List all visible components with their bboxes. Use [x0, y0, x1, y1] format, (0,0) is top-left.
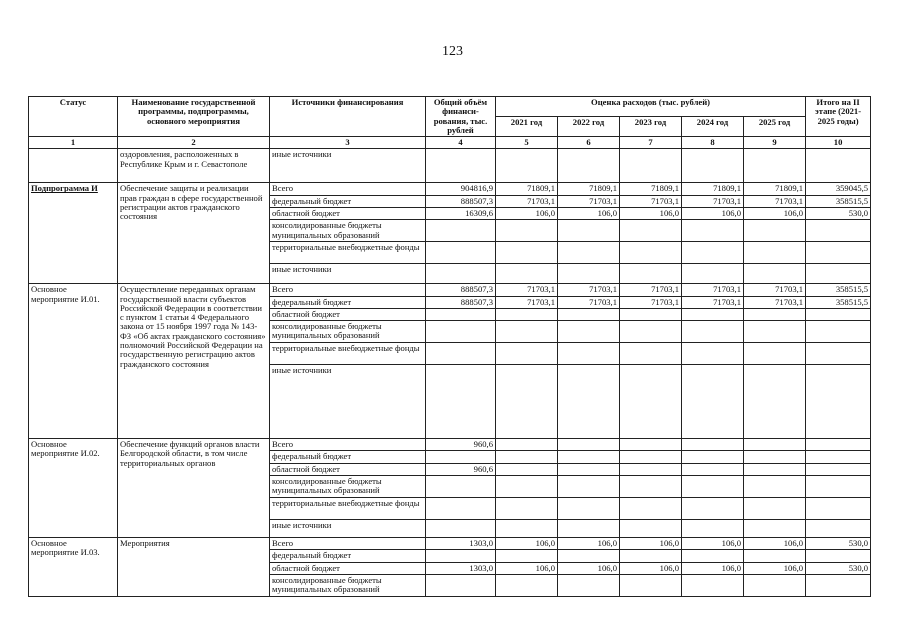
year-value-cell: 71809,1	[744, 183, 806, 195]
year-value-cell	[744, 242, 806, 264]
year-value-cell	[682, 220, 744, 242]
year-value-cell: 71703,1	[744, 284, 806, 296]
table-row	[29, 439, 871, 451]
total-cell: 904816,9	[426, 183, 496, 195]
year-value-cell	[744, 519, 806, 537]
source-cell: иные источники	[270, 365, 426, 439]
year-value-cell: 106,0	[744, 537, 806, 549]
source-cell: федеральный бюджет	[270, 296, 426, 308]
year-value-cell	[558, 242, 620, 264]
source-cell: Всего	[270, 284, 426, 296]
header-estimate: Оценка расходов (тыс. рублей)	[496, 97, 806, 117]
column-number: 10	[806, 137, 871, 149]
source-cell: консолидированные бюджеты муниципальных образований	[270, 220, 426, 242]
stage-total-cell	[806, 365, 871, 439]
year-value-cell: 71703,1	[744, 296, 806, 308]
column-number-row	[29, 137, 871, 149]
total-cell	[426, 519, 496, 537]
year-value-cell	[744, 264, 806, 284]
year-value-cell	[620, 321, 682, 343]
column-number: 7	[620, 137, 682, 149]
year-value-cell	[558, 321, 620, 343]
header-stage-total: Итого на II этапе (2021-2025 годы)	[806, 97, 871, 137]
total-cell: 16309,6	[426, 207, 496, 219]
year-value-cell: 106,0	[496, 562, 558, 574]
header-year: 2022 год	[558, 117, 620, 137]
source-cell: территориальные внебюджетные фонды	[270, 497, 426, 519]
stage-total-cell	[806, 550, 871, 562]
total-cell: 1303,0	[426, 562, 496, 574]
year-value-cell: 71703,1	[558, 296, 620, 308]
source-cell: Всего	[270, 537, 426, 549]
year-value-cell: 71809,1	[620, 183, 682, 195]
header-source: Источники финансирования	[270, 97, 426, 137]
year-value-cell	[744, 574, 806, 596]
name-cell: Мероприятия	[118, 537, 270, 596]
year-value-cell	[496, 497, 558, 519]
year-value-cell	[620, 451, 682, 463]
year-value-cell: 106,0	[558, 207, 620, 219]
year-value-cell: 71703,1	[682, 296, 744, 308]
stage-total-cell	[806, 451, 871, 463]
table-row	[29, 537, 871, 549]
year-value-cell	[744, 439, 806, 451]
source-cell: иные источники	[270, 264, 426, 284]
year-value-cell	[682, 519, 744, 537]
year-value-cell	[558, 264, 620, 284]
source-cell: Всего	[270, 439, 426, 451]
year-value-cell	[744, 451, 806, 463]
year-value-cell: 106,0	[682, 207, 744, 219]
column-number: 6	[558, 137, 620, 149]
stage-total-cell	[806, 574, 871, 596]
budget-table	[28, 96, 871, 597]
stage-total-cell	[806, 242, 871, 264]
name-cell: Осуществление переданных органам государственной власти субъектов Российской Федерации в соответствии с пунктом 1 статьи 4 Федерального закона от 15 ноября 1997 года № 143-ФЗ «Об актах гражданского состояния» полномочий Российской Федерации на государственную регистрацию актов гражданского состояния	[118, 284, 270, 439]
year-value-cell	[620, 308, 682, 320]
year-value-cell	[496, 574, 558, 596]
source-cell: консолидированные бюджеты муниципальных образований	[270, 321, 426, 343]
stage-total-cell: 358515,5	[806, 195, 871, 207]
year-value-cell	[496, 475, 558, 497]
year-value-cell	[682, 242, 744, 264]
year-value-cell	[558, 220, 620, 242]
year-value-cell	[558, 475, 620, 497]
year-value-cell: 71809,1	[496, 183, 558, 195]
year-value-cell	[558, 308, 620, 320]
value-cell	[744, 149, 806, 183]
source-cell: областной бюджет	[270, 207, 426, 219]
stage-total-cell: 530,0	[806, 207, 871, 219]
name-cell: Обеспечение защиты и реализации прав граждан в сфере государственной регистрации актов гражданского состояния	[118, 183, 270, 284]
value-cell	[426, 149, 496, 183]
year-value-cell	[496, 242, 558, 264]
year-value-cell	[558, 451, 620, 463]
year-value-cell	[744, 365, 806, 439]
year-value-cell	[682, 574, 744, 596]
total-cell	[426, 242, 496, 264]
year-value-cell	[744, 463, 806, 475]
page-number: 123	[442, 44, 463, 59]
year-value-cell	[744, 321, 806, 343]
year-value-cell: 71703,1	[496, 195, 558, 207]
stage-total-cell	[806, 308, 871, 320]
value-cell	[496, 149, 558, 183]
value-cell	[558, 149, 620, 183]
total-cell	[426, 451, 496, 463]
year-value-cell: 71809,1	[682, 183, 744, 195]
year-value-cell	[620, 264, 682, 284]
year-value-cell	[682, 365, 744, 439]
stage-total-cell: 358515,5	[806, 284, 871, 296]
source-cell: федеральный бюджет	[270, 195, 426, 207]
header-name: Наименование государственной программы, подпрограммы, основного мероприятия	[118, 97, 270, 137]
year-value-cell	[620, 220, 682, 242]
year-value-cell	[682, 321, 744, 343]
stage-total-cell	[806, 475, 871, 497]
total-cell	[426, 264, 496, 284]
year-value-cell	[682, 264, 744, 284]
year-value-cell: 106,0	[682, 562, 744, 574]
year-value-cell	[620, 574, 682, 596]
year-value-cell	[744, 475, 806, 497]
year-value-cell: 106,0	[496, 207, 558, 219]
source-cell: областной бюджет	[270, 308, 426, 320]
year-value-cell: 106,0	[744, 562, 806, 574]
year-value-cell: 71703,1	[682, 284, 744, 296]
year-value-cell	[496, 308, 558, 320]
column-number: 9	[744, 137, 806, 149]
total-cell: 960,6	[426, 439, 496, 451]
year-value-cell: 71703,1	[620, 296, 682, 308]
year-value-cell: 71703,1	[558, 195, 620, 207]
stage-total-cell	[806, 497, 871, 519]
year-value-cell: 106,0	[744, 207, 806, 219]
source-cell: территориальные внебюджетные фонды	[270, 242, 426, 264]
year-value-cell	[558, 519, 620, 537]
year-value-cell	[558, 343, 620, 365]
source-cell: федеральный бюджет	[270, 451, 426, 463]
total-cell	[426, 308, 496, 320]
year-value-cell: 71703,1	[496, 296, 558, 308]
year-value-cell	[558, 463, 620, 475]
total-cell: 888507,3	[426, 195, 496, 207]
total-cell: 1303,0	[426, 537, 496, 549]
source-cell: консолидированные бюджеты муниципальных образований	[270, 475, 426, 497]
source-cell: консолидированные бюджеты муниципальных образований	[270, 574, 426, 596]
name-cell: оздоровления, расположенных в Республике Крым и г. Севастополе	[118, 149, 270, 183]
year-value-cell	[558, 574, 620, 596]
year-value-cell: 106,0	[558, 562, 620, 574]
year-value-cell: 106,0	[558, 537, 620, 549]
stage-total-cell	[806, 439, 871, 451]
year-value-cell	[744, 220, 806, 242]
year-value-cell	[744, 497, 806, 519]
year-value-cell	[682, 550, 744, 562]
year-value-cell: 106,0	[682, 537, 744, 549]
column-number: 2	[118, 137, 270, 149]
header-year: 2024 год	[682, 117, 744, 137]
table-row	[29, 284, 871, 296]
total-cell: 960,6	[426, 463, 496, 475]
total-cell: 888507,3	[426, 296, 496, 308]
year-value-cell	[558, 497, 620, 519]
year-value-cell: 71703,1	[744, 195, 806, 207]
stage-total-cell	[806, 264, 871, 284]
total-cell	[426, 220, 496, 242]
total-cell	[426, 550, 496, 562]
stage-total-cell	[806, 463, 871, 475]
year-value-cell	[620, 497, 682, 519]
year-value-cell	[620, 463, 682, 475]
stage-total-cell	[806, 321, 871, 343]
table-body	[29, 149, 871, 596]
column-number: 1	[29, 137, 118, 149]
year-value-cell	[496, 220, 558, 242]
year-value-cell	[496, 365, 558, 439]
year-value-cell	[682, 475, 744, 497]
column-number: 3	[270, 137, 426, 149]
total-cell	[426, 365, 496, 439]
value-cell	[806, 149, 871, 183]
continuation-row	[29, 149, 871, 183]
stage-total-cell	[806, 343, 871, 365]
year-value-cell	[558, 439, 620, 451]
year-value-cell: 106,0	[620, 562, 682, 574]
column-number: 5	[496, 137, 558, 149]
table-header	[29, 97, 871, 149]
year-value-cell	[682, 451, 744, 463]
year-value-cell	[620, 475, 682, 497]
column-number: 4	[426, 137, 496, 149]
total-cell	[426, 321, 496, 343]
total-cell	[426, 574, 496, 596]
year-value-cell: 71703,1	[682, 195, 744, 207]
column-number: 8	[682, 137, 744, 149]
year-value-cell: 106,0	[496, 537, 558, 549]
stage-total-cell	[806, 220, 871, 242]
year-value-cell: 71703,1	[496, 284, 558, 296]
total-cell: 888507,3	[426, 284, 496, 296]
year-value-cell: 71703,1	[558, 284, 620, 296]
value-cell	[620, 149, 682, 183]
status-cell: Основное мероприятие И.03.	[29, 537, 118, 596]
year-value-cell	[496, 519, 558, 537]
year-value-cell	[682, 308, 744, 320]
year-value-cell: 106,0	[620, 537, 682, 549]
year-value-cell	[682, 343, 744, 365]
year-value-cell	[682, 497, 744, 519]
year-value-cell	[620, 439, 682, 451]
year-value-cell	[682, 439, 744, 451]
year-value-cell	[496, 343, 558, 365]
value-cell	[682, 149, 744, 183]
source-cell: иные источники	[270, 519, 426, 537]
total-cell	[426, 475, 496, 497]
source-cell: областной бюджет	[270, 463, 426, 475]
source-cell: областной бюджет	[270, 562, 426, 574]
stage-total-cell: 358515,5	[806, 296, 871, 308]
year-value-cell	[496, 550, 558, 562]
year-value-cell: 71703,1	[620, 195, 682, 207]
year-value-cell	[496, 321, 558, 343]
year-value-cell	[744, 343, 806, 365]
year-value-cell	[558, 550, 620, 562]
year-value-cell	[620, 242, 682, 264]
year-value-cell	[744, 550, 806, 562]
year-value-cell	[620, 365, 682, 439]
source-cell: Всего	[270, 183, 426, 195]
status-cell: Основное мероприятие И.02.	[29, 439, 118, 538]
source-cell: территориальные внебюджетные фонды	[270, 343, 426, 365]
header-year: 2021 год	[496, 117, 558, 137]
year-value-cell: 71703,1	[620, 284, 682, 296]
year-value-cell	[496, 439, 558, 451]
year-value-cell	[620, 550, 682, 562]
header-total: Общий объём финанси-рования, тыс. рублей	[426, 97, 496, 137]
year-value-cell: 71809,1	[558, 183, 620, 195]
status-cell	[29, 149, 118, 183]
total-cell	[426, 343, 496, 365]
year-value-cell	[496, 451, 558, 463]
status-cell: Подпрограмма И	[29, 183, 118, 284]
stage-total-cell	[806, 519, 871, 537]
name-cell: Обеспечение функций органов власти Белгородской области, в том числе территориальных органов	[118, 439, 270, 538]
header-status: Статус	[29, 97, 118, 137]
total-cell	[426, 497, 496, 519]
year-value-cell: 106,0	[620, 207, 682, 219]
year-value-cell	[496, 463, 558, 475]
year-value-cell	[744, 308, 806, 320]
source-cell: федеральный бюджет	[270, 550, 426, 562]
header-year: 2025 год	[744, 117, 806, 137]
stage-total-cell: 530,0	[806, 562, 871, 574]
header-year: 2023 год	[620, 117, 682, 137]
year-value-cell	[620, 343, 682, 365]
year-value-cell	[620, 519, 682, 537]
stage-total-cell: 530,0	[806, 537, 871, 549]
source-cell: иные источники	[270, 149, 426, 183]
status-cell: Основное мероприятие И.01.	[29, 284, 118, 439]
year-value-cell	[558, 365, 620, 439]
table-row	[29, 183, 871, 195]
stage-total-cell: 359045,5	[806, 183, 871, 195]
year-value-cell	[682, 463, 744, 475]
year-value-cell	[496, 264, 558, 284]
